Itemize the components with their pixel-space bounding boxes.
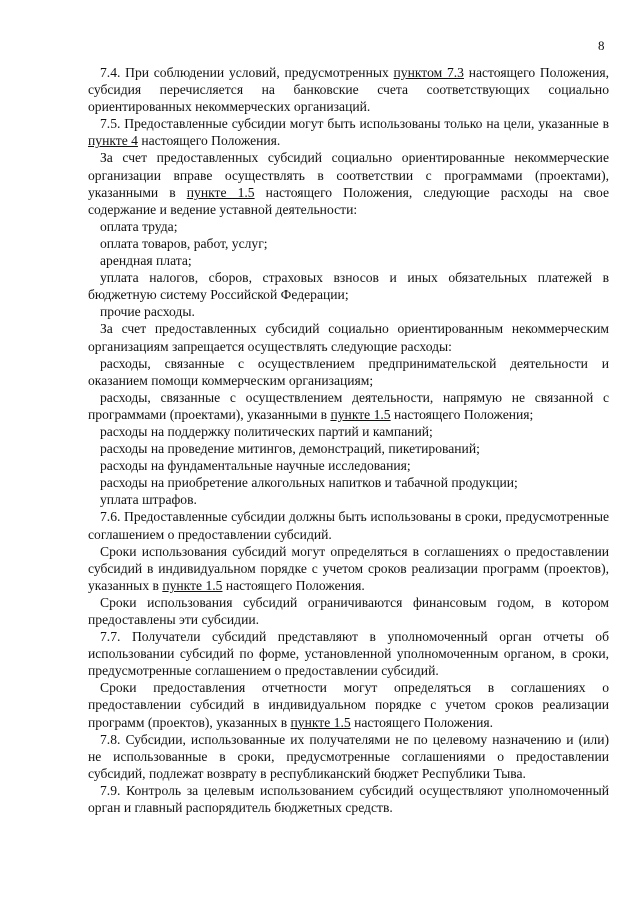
cross-reference-link[interactable]: пункте 1.5 bbox=[290, 714, 351, 730]
paragraph-text: расходы, связанные с осуществлением деятельности, напрямую не связанной с программами (проектами), указанными в bbox=[88, 389, 609, 422]
paragraph bbox=[88, 389, 609, 423]
list-item bbox=[88, 491, 609, 508]
cross-reference-link[interactable]: пунктом 7.3 bbox=[393, 65, 464, 80]
cross-reference-link[interactable]: пункте 1.5 bbox=[330, 406, 391, 422]
paragraph-text: настоящего Положения. bbox=[137, 133, 281, 149]
list-item bbox=[88, 252, 609, 269]
paragraph-text: настоящего Положения. bbox=[222, 577, 365, 593]
paragraph-text: расходы на фундаментальные научные исследования; bbox=[100, 458, 411, 474]
paragraph-text: расходы, связанные с осуществлением предпринимательской деятельности и оказанием помощи коммерческим организациям; bbox=[88, 355, 609, 388]
paragraph-text: 7.7. Получатели субсидий представляют в уполномоченный орган отчеты об использовании субсидий по форме, установленной уполномоченным органом, в сроки, предусмотренные соглашением о предоставлении субсидий. bbox=[88, 629, 609, 679]
cross-reference-link[interactable]: пункте 1.5 bbox=[162, 577, 223, 593]
paragraph-text: Сроки использования субсидий ограничиваются финансовым годом, в котором предоставлены эти субсидии. bbox=[88, 594, 609, 627]
paragraph bbox=[88, 594, 609, 628]
paragraph bbox=[88, 320, 609, 354]
paragraph-text: арендная плата; bbox=[100, 253, 192, 269]
paragraph-text: 7.4. При соблюдении условий, предусмотренных bbox=[100, 65, 394, 80]
paragraph bbox=[88, 64, 609, 115]
paragraph bbox=[88, 782, 609, 816]
paragraph-text: уплата штрафов. bbox=[100, 492, 197, 508]
paragraph bbox=[88, 115, 609, 149]
paragraph-text: оплата труда; bbox=[100, 218, 178, 234]
paragraph-text: уплата налогов, сборов, страховых взносов и иных обязательных платежей в бюджетную систему Российской Федерации; bbox=[88, 270, 609, 303]
paragraph-text: За счет предоставленных субсидий социально ориентированные некоммерческие организации вправе осуществлять в соответствии с программами (проектами), указанными в bbox=[88, 150, 609, 200]
paragraph bbox=[88, 149, 609, 217]
list-item bbox=[88, 235, 609, 252]
paragraph-text: настоящего Положения, субсидия перечисляется на банковские счета соответствующих социально ориентированных некоммерческих организаций. bbox=[88, 65, 609, 115]
paragraph bbox=[88, 508, 609, 542]
paragraph-text: 7.5. Предоставленные субсидии могут быть использованы только на цели, указанные в bbox=[100, 116, 609, 132]
cross-reference-link[interactable]: пункте 4 bbox=[88, 133, 138, 149]
paragraph bbox=[88, 355, 609, 389]
list-item bbox=[88, 423, 609, 440]
paragraph bbox=[88, 628, 609, 679]
paragraph bbox=[88, 731, 609, 782]
paragraph-text: настоящего Положения, следующие расходы на свое содержание и ведение уставной деятельности: bbox=[88, 184, 609, 217]
list-item bbox=[88, 440, 609, 457]
paragraph-text: 7.6. Предоставленные субсидии должны быть использованы в сроки, предусмотренные соглашением о предоставлении субсидий. bbox=[88, 509, 609, 542]
document-body bbox=[88, 64, 609, 816]
paragraph-text: оплата товаров, работ, услуг; bbox=[100, 235, 268, 251]
paragraph-text: Сроки предоставления отчетности могут определяться в соглашениях о предоставлении субсидий в индивидуальном порядке с учетом сроков реализации программ (проектов), указанных в bbox=[88, 680, 609, 730]
paragraph-text: настоящего Положения; bbox=[390, 406, 534, 422]
list-item bbox=[88, 218, 609, 235]
list-item bbox=[88, 303, 609, 320]
paragraph-text: 7.9. Контроль за целевым использованием субсидий осуществляют уполномоченный орган и главный распорядитель бюджетных средств. bbox=[88, 782, 609, 816]
paragraph-text: За счет предоставленных субсидий социально ориентированным некоммерческим организациям запрещается осуществлять следующие расходы: bbox=[88, 321, 609, 354]
paragraph bbox=[88, 269, 609, 303]
paragraph-text: расходы на проведение митингов, демонстраций, пикетирований; bbox=[100, 441, 480, 457]
page-number: 8 bbox=[598, 38, 605, 53]
paragraph-text: Сроки использования субсидий могут определяться в соглашениях о предоставлении субсидий в индивидуальном порядке с учетом сроков реализации программ (проектов), указанных в bbox=[88, 543, 609, 593]
list-item bbox=[88, 457, 609, 474]
cross-reference-link[interactable]: пункте 1.5 bbox=[186, 184, 255, 200]
paragraph bbox=[88, 679, 609, 730]
paragraph-text: прочие расходы. bbox=[100, 304, 195, 320]
paragraph-text: настоящего Положения. bbox=[350, 714, 494, 730]
list-item bbox=[88, 474, 609, 491]
paragraph bbox=[88, 543, 609, 594]
paragraph-text: расходы на приобретение алкогольных напитков и табачной продукции; bbox=[100, 475, 518, 491]
paragraph-text: 7.8. Субсидии, использованные их получателями не по целевому назначению и (или) не использованные в сроки, предусмотренные соглашениями о предоставлении субсидий, подлежат возврату в республиканский бюджет Республики Тыва. bbox=[88, 731, 609, 781]
paragraph-text: расходы на поддержку политических партий и кампаний; bbox=[100, 423, 433, 439]
